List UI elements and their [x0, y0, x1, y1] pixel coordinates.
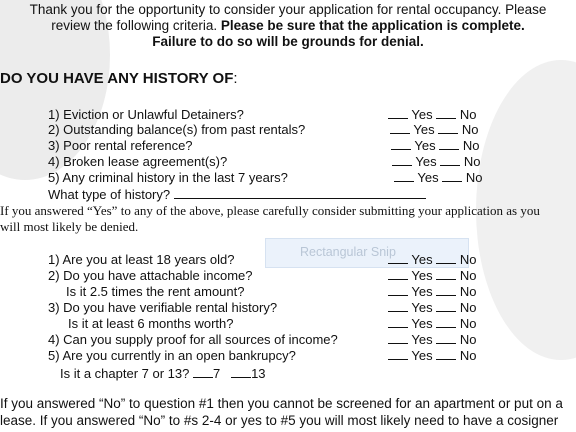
eligibility-answer-1[interactable]	[388, 252, 476, 268]
no-label: No	[459, 316, 477, 331]
yes-label: Yes	[411, 348, 433, 363]
no-label: No	[461, 122, 479, 137]
intro-line-2	[0, 18, 576, 34]
chapter-row	[60, 366, 266, 382]
history-answer-4[interactable]	[392, 154, 480, 170]
eligibility-answer-2a[interactable]	[388, 284, 476, 300]
no-blank[interactable]	[436, 316, 456, 328]
eligibility-question-5: 5) Are you currently in an open bankrupcy?	[48, 348, 296, 363]
intro-line-3: Failure to do so will be grounds for denial.	[152, 34, 424, 49]
history-answer-3[interactable]	[391, 138, 479, 154]
eligibility-question-1: 1) Are you at least 18 years old?	[48, 252, 235, 267]
history-question-5: 5) Any criminal history in the last 7 years?	[48, 170, 288, 185]
yes-label: Yes	[411, 107, 433, 122]
intro-line-1: Thank you for the opportunity to consider your application for rental occupancy. Please	[29, 2, 547, 17]
footer-line-1: If you answered “No” to question #1 then you cannot be screened for an apartment or put on a	[0, 396, 563, 411]
footer-line-2: lease. If you answered “No” to #s 2-4 or yes to #5 you will most likely need to have a cosigner	[0, 413, 559, 428]
yes-label: Yes	[417, 170, 439, 185]
no-label: No	[463, 154, 481, 169]
eligibility-answer-3a[interactable]	[388, 316, 476, 332]
history-heading-colon: :	[233, 70, 238, 87]
yes-label: Yes	[411, 284, 433, 299]
no-blank[interactable]	[436, 348, 456, 360]
history-note-line-1: If you answered “Yes” to any of the above, please carefully consider submitting your application as you	[0, 203, 540, 218]
no-label: No	[459, 300, 477, 315]
no-label: No	[459, 252, 477, 267]
snip-label: Rectangular Snip	[300, 245, 396, 259]
no-blank[interactable]	[440, 154, 460, 166]
no-blank[interactable]	[436, 252, 456, 264]
yes-blank[interactable]	[388, 332, 408, 344]
yes-blank[interactable]	[391, 138, 411, 150]
no-label: No	[459, 332, 477, 347]
history-question-1: 1) Eviction or Unlawful Detainers?	[48, 107, 244, 122]
eligibility-question-3: 3) Do you have verifiable rental history?	[48, 300, 278, 315]
eligibility-answer-2[interactable]	[388, 268, 476, 284]
no-blank[interactable]	[436, 300, 456, 312]
chapter-13-blank[interactable]	[231, 366, 251, 378]
history-type-field[interactable]	[174, 186, 426, 199]
yes-label: Yes	[411, 268, 433, 283]
yes-blank[interactable]	[388, 284, 408, 296]
chapter-7-label: 7	[212, 366, 221, 381]
yes-blank[interactable]	[388, 300, 408, 312]
no-blank[interactable]	[436, 284, 456, 296]
yes-blank[interactable]	[388, 348, 408, 360]
intro-line-2-plain: review the following criteria.	[51, 18, 221, 33]
no-label: No	[465, 170, 483, 185]
history-question-3: 3) Poor rental reference?	[48, 138, 193, 153]
history-question-4: 4) Broken lease agreement(s)?	[48, 154, 228, 169]
history-answer-2[interactable]	[390, 122, 478, 138]
history-heading	[0, 71, 238, 87]
history-type-row	[48, 186, 426, 203]
yes-label: Yes	[411, 316, 433, 331]
yes-blank[interactable]	[390, 122, 410, 134]
history-question-2: 2) Outstanding balance(s) from past rentals?	[48, 122, 306, 137]
history-answer-5[interactable]	[394, 170, 482, 186]
chapter-7-blank[interactable]	[193, 366, 213, 378]
no-blank[interactable]	[436, 107, 456, 119]
no-blank[interactable]	[436, 268, 456, 280]
no-label: No	[459, 107, 477, 122]
yes-label: Yes	[415, 154, 437, 169]
eligibility-answer-3[interactable]	[388, 300, 476, 316]
no-label: No	[462, 138, 480, 153]
yes-blank[interactable]	[394, 170, 414, 182]
eligibility-question-4: 4) Can you supply proof for all sources of income?	[48, 332, 338, 347]
eligibility-question-2a: Is it 2.5 times the rent amount?	[66, 284, 245, 299]
yes-blank[interactable]	[392, 154, 412, 166]
no-label: No	[459, 268, 477, 283]
yes-label: Yes	[411, 300, 433, 315]
chapter-13-label: 13	[251, 366, 266, 381]
yes-blank[interactable]	[388, 316, 408, 328]
no-blank[interactable]	[438, 122, 458, 134]
history-note-line-2: will most likely be denied.	[0, 219, 139, 234]
intro-line-2-bold: Please be sure that the application is complete.	[220, 18, 525, 33]
yes-blank[interactable]	[388, 252, 408, 264]
yes-blank[interactable]	[388, 107, 408, 119]
eligibility-answer-4[interactable]	[388, 332, 476, 348]
no-label: No	[459, 284, 477, 299]
history-answer-1[interactable]	[388, 107, 476, 123]
history-heading-text: DO YOU HAVE ANY HISTORY OF	[0, 70, 234, 87]
eligibility-question-2: 2) Do you have attachable income?	[48, 268, 253, 283]
no-blank[interactable]	[436, 332, 456, 344]
no-blank[interactable]	[442, 170, 462, 182]
yes-label: Yes	[414, 138, 436, 153]
yes-label: Yes	[411, 332, 433, 347]
no-label: No	[459, 348, 477, 363]
eligibility-question-3a: Is it at least 6 months worth?	[68, 316, 234, 331]
chapter-prompt: Is it a chapter 7 or 13?	[60, 366, 190, 381]
history-type-prompt: What type of history?	[48, 187, 171, 202]
yes-blank[interactable]	[388, 268, 408, 280]
eligibility-answer-5[interactable]	[388, 348, 476, 364]
yes-label: Yes	[413, 122, 435, 137]
yes-label: Yes	[411, 252, 433, 267]
no-blank[interactable]	[439, 138, 459, 150]
